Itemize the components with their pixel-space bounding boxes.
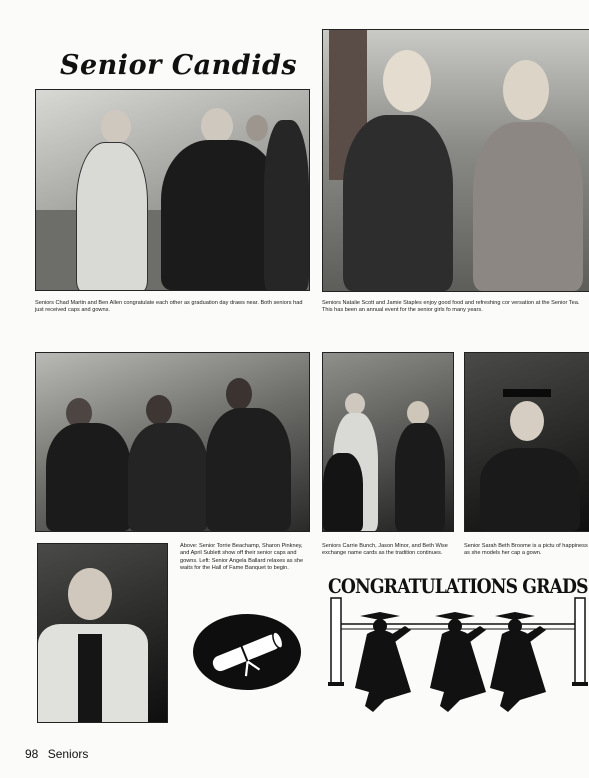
photo-carrie-jason-beth (322, 352, 454, 532)
diploma-icon (192, 612, 302, 692)
photo-torrie-sharon-april (35, 352, 310, 532)
photo-natalie-jamie (322, 29, 589, 292)
page-title: Senior Candids (60, 50, 298, 81)
caption-sarah-beth: Senior Sarah Beth Broome is a pictu of happiness as she models her cap a gown. (464, 543, 588, 557)
photo-sarah-beth (464, 352, 589, 532)
photo-chad-ben (35, 89, 310, 291)
caption-torrie-angela: Above: Senior Torrie Beachamp, Sharon Pinkney, and April Sublett show off their senior caps and gowns. Left: Senior Angela Ballard relaxes as she waits for the Hall of Fame Banquet to begin. (180, 543, 304, 572)
graduates-illustration (325, 596, 589, 722)
page-number: 98 (25, 747, 39, 761)
congratulations-banner: CONGRATULATIONS GRADS (328, 574, 588, 598)
photo-angela (37, 543, 168, 723)
caption-carrie-jason-beth: Seniors Carrie Bunch, Jason Minor, and Beth Wise exchange name cards as the tradition continues. (322, 543, 448, 557)
caption-chad-ben: Seniors Chad Martin and Ben Allen congratulate each other as graduation day draws near. Both seniors had just received caps and gowns. (35, 300, 303, 314)
page-footer (25, 747, 94, 761)
caption-natalie-jamie: Seniors Natalie Scott and Jamie Staples enjoy good food and refreshing cor versation at the Senior Tea. This has been an annual event for the senior girls fo many years. (322, 300, 580, 314)
section-label: Seniors (47, 747, 89, 761)
